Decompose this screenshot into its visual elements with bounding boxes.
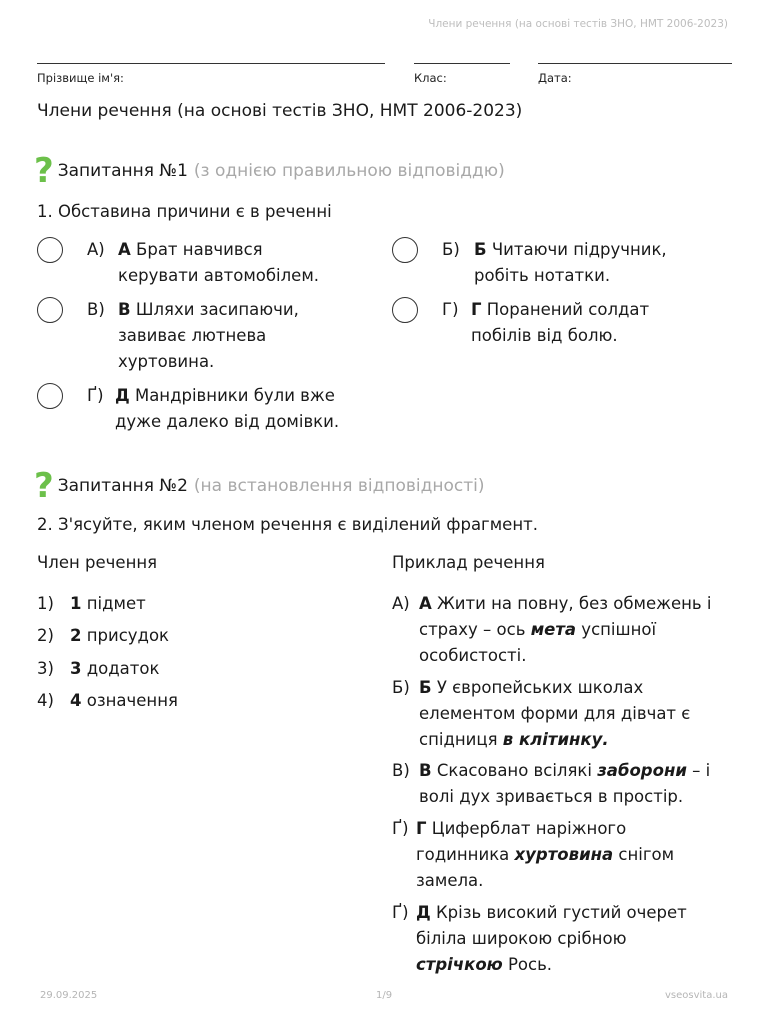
- footer-site[interactable]: vseosvita.ua: [665, 990, 728, 1001]
- option-a-line2: керувати автомобілем.: [118, 266, 320, 285]
- example-letter: А): [392, 594, 410, 613]
- example-letter: Б): [392, 678, 410, 697]
- option-a-line1: Брат навчився: [136, 240, 263, 259]
- highlighted-fragment: заборони: [597, 761, 687, 780]
- example-line: Рось.: [502, 955, 553, 974]
- option-a[interactable]: [87, 237, 319, 289]
- list-item: [37, 691, 178, 710]
- option-d[interactable]: [442, 297, 649, 349]
- item-label: присудок: [86, 626, 170, 645]
- example-e: [392, 900, 687, 978]
- item-key: 1: [70, 594, 82, 613]
- item-key: 4: [70, 691, 82, 710]
- example-line: замела.: [416, 871, 484, 890]
- question-mark-icon: ?: [34, 466, 54, 506]
- option-c-line3: хуртовина.: [118, 352, 215, 371]
- example-line: Циферблат наріжного: [431, 819, 627, 838]
- question-2-text: 2. З'ясуйте, яким членом речення є виділений фрагмент.: [37, 515, 538, 534]
- option-e-line1: Мандрівники були вже: [134, 386, 335, 405]
- option-b-letter: Б): [442, 240, 460, 259]
- option-c-letter: В): [87, 300, 105, 319]
- example-line: У європейських школах: [436, 678, 644, 697]
- option-c-key: В: [118, 300, 131, 319]
- footer-page: 1/9: [376, 990, 393, 1001]
- option-d-key: Г: [471, 300, 482, 319]
- option-b[interactable]: [442, 237, 667, 289]
- example-line: снігом: [613, 845, 675, 864]
- example-line: успішної: [576, 620, 657, 639]
- item-key: 2: [70, 626, 82, 645]
- example-c: [392, 758, 710, 810]
- highlighted-fragment: мета: [530, 620, 577, 639]
- option-d-line2: побілів від болю.: [471, 326, 618, 345]
- highlighted-fragment: хуртовина: [514, 845, 614, 864]
- footer-date: 29.09.2025: [40, 990, 98, 1001]
- option-b-line1: Читаючи підручник,: [491, 240, 667, 259]
- class-line: [414, 63, 510, 64]
- option-d-radio[interactable]: [392, 297, 418, 323]
- example-key: А: [419, 594, 432, 613]
- example-line: Жити на повну, без обмежень і: [437, 594, 712, 613]
- name-line: [37, 63, 385, 64]
- option-d-line1: Поранений солдат: [486, 300, 650, 319]
- list-item: [37, 626, 169, 645]
- item-number: 2): [37, 626, 54, 645]
- example-line: особистості.: [419, 646, 527, 665]
- option-e-key: Д: [115, 386, 130, 405]
- example-line: годинника: [416, 845, 515, 864]
- date-label: Дата:: [538, 71, 572, 85]
- option-b-key: Б: [474, 240, 487, 259]
- example-key: Б: [419, 678, 432, 697]
- example-line: страху – ось: [419, 620, 531, 639]
- item-label: додаток: [86, 659, 160, 678]
- example-d: [392, 816, 674, 894]
- example-line: Крізь високий густий очерет: [435, 903, 687, 922]
- item-key: 3: [70, 659, 82, 678]
- option-e-letter: Ґ): [87, 386, 104, 405]
- document-title: Члени речення (на основі тестів ЗНО, НМТ 2006-2023): [37, 101, 523, 121]
- class-label: Клас:: [414, 71, 447, 85]
- example-key: В: [419, 761, 432, 780]
- question-1-heading: [34, 151, 505, 191]
- list-item: [37, 659, 159, 678]
- option-d-letter: Г): [442, 300, 459, 319]
- question-1-subtitle: (з однією правильною відповіддю): [193, 161, 505, 181]
- example-line: спідниця: [419, 730, 503, 749]
- example-line: волі дух зривається в простір.: [419, 787, 684, 806]
- example-line: елементом форми для дівчат є: [419, 704, 691, 723]
- example-key: Д: [416, 903, 431, 922]
- list-item: [37, 594, 146, 613]
- item-number: 4): [37, 691, 54, 710]
- option-a-letter: А): [87, 240, 105, 259]
- option-a-radio[interactable]: [37, 237, 63, 263]
- name-label: Прізвище ім'я:: [37, 71, 124, 85]
- left-column-head: Член речення: [37, 553, 158, 572]
- example-line: – і: [686, 761, 711, 780]
- question-1-title: Запитання №1: [57, 161, 188, 181]
- question-2-subtitle: (на встановлення відповідності): [193, 476, 485, 496]
- item-number: 1): [37, 594, 54, 613]
- date-line: [538, 63, 732, 64]
- option-c-line2: завиває лютнева: [118, 326, 267, 345]
- option-c-line1: Шляхи засипаючи,: [135, 300, 299, 319]
- option-b-radio[interactable]: [392, 237, 418, 263]
- question-1-text: 1. Обставина причини є в реченні: [37, 202, 332, 221]
- example-line: біліла широкою срібною: [416, 929, 627, 948]
- right-column-head: Приклад речення: [392, 553, 545, 572]
- example-letter: В): [392, 761, 410, 780]
- running-header: Члени речення (на основі тестів ЗНО, НМТ 2006-2023): [428, 18, 728, 30]
- option-e-radio[interactable]: [37, 383, 63, 409]
- option-c[interactable]: [87, 297, 299, 375]
- item-number: 3): [37, 659, 54, 678]
- option-e-line2: дуже далеко від домівки.: [115, 412, 340, 431]
- example-a: [392, 591, 711, 669]
- option-a-key: А: [118, 240, 131, 259]
- example-key: Г: [416, 819, 427, 838]
- question-2-title: Запитання №2: [57, 476, 188, 496]
- question-2-heading: [34, 466, 485, 506]
- question-mark-icon: ?: [34, 151, 54, 191]
- item-label: підмет: [86, 594, 146, 613]
- example-line: Скасовано всілякі: [436, 761, 598, 780]
- option-c-radio[interactable]: [37, 297, 63, 323]
- example-letter: Ґ): [392, 819, 409, 838]
- example-letter: Ґ): [392, 903, 409, 922]
- highlighted-fragment: в клітинку.: [502, 730, 609, 749]
- option-b-line2: робіть нотатки.: [474, 266, 611, 285]
- example-b: [392, 675, 690, 753]
- option-e[interactable]: [87, 383, 339, 435]
- highlighted-fragment: стрічкою: [416, 955, 503, 974]
- item-label: означення: [86, 691, 178, 710]
